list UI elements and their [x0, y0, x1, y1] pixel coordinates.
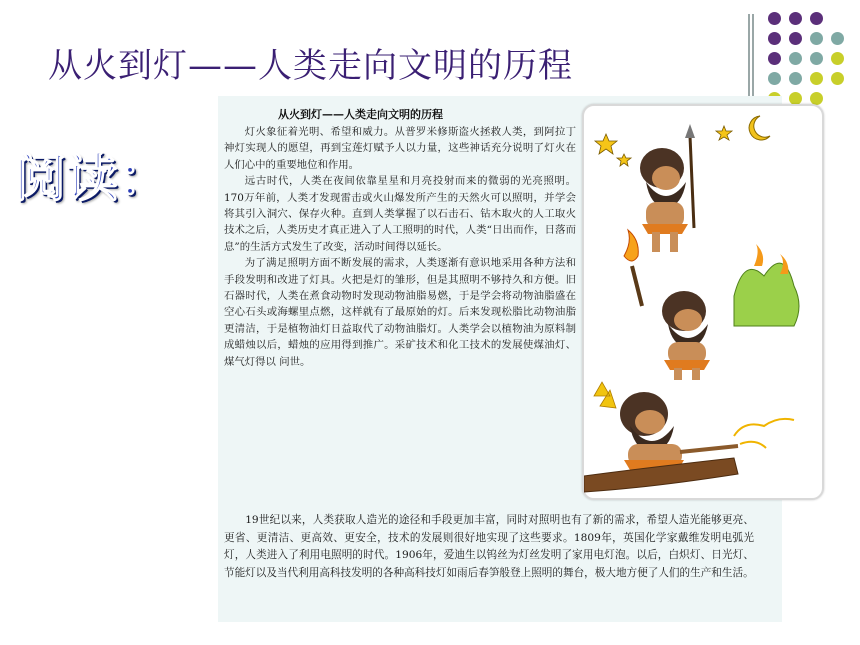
dot	[768, 72, 781, 85]
dot	[768, 52, 781, 65]
moon-icon	[749, 116, 770, 140]
smoke-icon	[734, 419, 794, 448]
dot	[768, 12, 781, 25]
dot	[831, 32, 844, 45]
spark-lines	[594, 382, 616, 408]
dot	[789, 52, 802, 65]
paragraph: 灯火象征着光明、希望和威力。从普罗米修斯盗火拯救人类，到阿拉丁神灯实现人的愿望，再到宝莲灯赋予人以力量，这些神话充分说明了灯火在人们心中的重要地位和作用。	[224, 126, 576, 171]
caveman-leg	[670, 232, 678, 252]
caveman-illustration	[584, 106, 822, 498]
fire-drill-stick	[680, 446, 738, 452]
caveman-with-torch-scene	[624, 230, 799, 380]
dot	[789, 12, 802, 25]
dot	[831, 52, 844, 65]
caveman-face	[652, 166, 680, 190]
dot	[768, 32, 781, 45]
caveman-loincloth	[664, 360, 710, 370]
dot	[810, 32, 823, 45]
article-full-width	[224, 512, 754, 582]
article-title: 从火到灯——人类走向文明的历程	[278, 108, 443, 121]
illustration-panel	[582, 104, 824, 500]
torch	[632, 266, 642, 306]
dot	[810, 12, 823, 25]
dot	[810, 52, 823, 65]
caveman-leg	[652, 232, 660, 252]
caveman-loincloth	[642, 224, 688, 234]
caveman-leg	[674, 368, 682, 380]
caveman-making-fire-scene	[584, 382, 794, 492]
caveman-face	[674, 309, 702, 331]
paragraph: 19世纪以来，人类获取人造光的途径和手段更加丰富，同时对照明也有了新的需求，希望人造光能够更亮、更省、更清洁、更高效、更安全，技术的发展则很好地实现了这些要求。1809年，英国化学家戴维发明电弧光灯，人类进入了利用电照明的时代。1906年，爱迪生以钨丝为灯丝发明了家用电灯泡。以后，白炽灯、日光灯、节能灯以及当代利用高科技发明的各种高科技灯如雨后春笋般登上照明的舞台，极大地方便了人们的生产和生活。	[224, 514, 754, 579]
torch-flame	[624, 230, 638, 261]
star-icon	[595, 134, 617, 154]
dot	[810, 72, 823, 85]
reading-label: 阅读：	[14, 149, 171, 209]
paragraph: 为了满足照明方面不断发展的需求，人类逐渐有意识地采用各种方法和手段发明和改进了灯具。火把是灯的雏形，但是其照明不够持久和方便。旧石器时代，人类在煮食动物时发现动物油脂易燃，于是学会将动物油脂盛在空心石头或海螺里点燃，这样就有了最原始的灯。后来发现松脂比动物油脂更清洁，于是植物油灯日益取代了动物油脂灯。人类学会以植物油为原料制成蜡烛以后，蜡烛的应用得到推广。采矿技术和化工技术的发展使煤油灯、煤气灯得以 问世。	[224, 257, 576, 368]
star-icon	[716, 126, 732, 140]
caveman-with-spear-scene	[595, 116, 770, 252]
dot	[789, 32, 802, 45]
dot	[789, 72, 802, 85]
star-icon	[617, 154, 631, 166]
spear	[690, 136, 694, 228]
article-column	[224, 124, 576, 370]
burning-plants	[734, 263, 799, 326]
caveman-leg	[692, 368, 700, 380]
dot	[831, 72, 844, 85]
slide-title: 从火到灯——人类走向文明的历程	[48, 46, 573, 86]
spear-tip	[685, 124, 695, 138]
paragraph: 远古时代，人类在夜间依靠星星和月亮投射而来的微弱的光亮照明。170万年前，人类才发现雷击或火山爆发所产生的天然火可以照明，并学会将其引入洞穴、保存火种。直到人类掌握了以石击石、钻木取火的人工取火技术之后，人类历史才真正进入了人工照明的时代，人类“日出而作，日落而息”的生活方式发生了改变，活动时间得以延长。	[224, 175, 576, 253]
caveman-face	[635, 410, 665, 434]
